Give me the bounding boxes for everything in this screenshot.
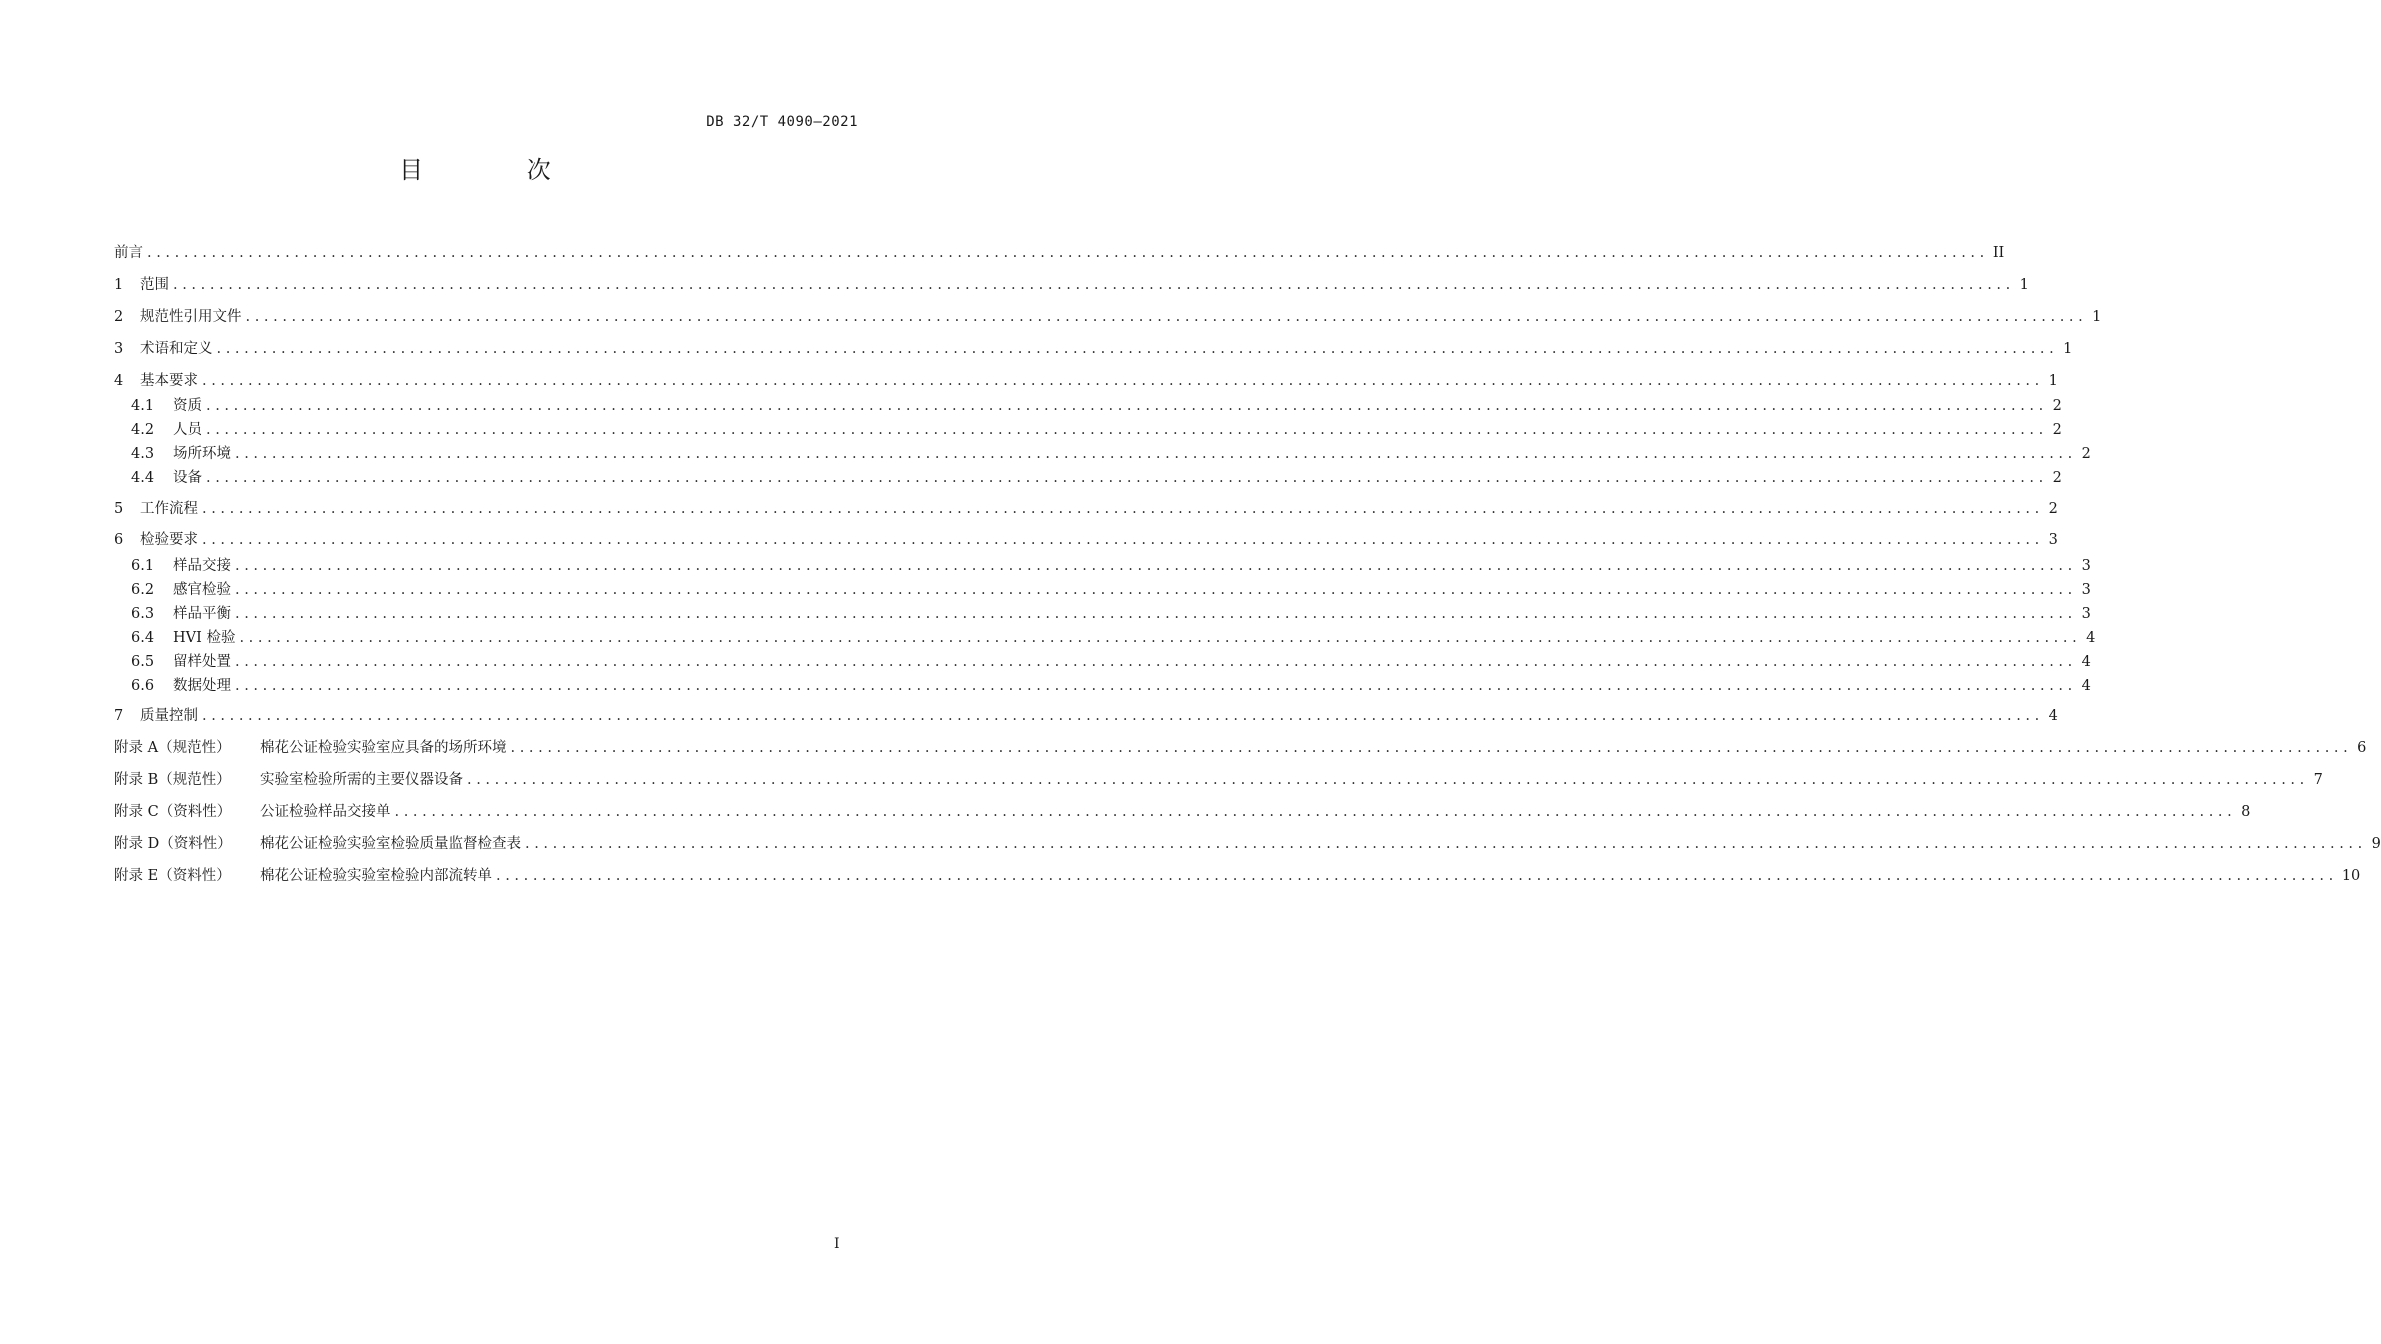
toc-entry-label: 人员	[173, 422, 202, 438]
toc-entry-number: 4.2	[131, 422, 155, 438]
toc-entry-label: 棉花公证检验实验室检验质量监督检查表	[260, 836, 521, 852]
toc-entry-page: 3	[2048, 532, 2058, 548]
toc-entry-label: 设备	[173, 470, 202, 486]
toc-entry-number: 4	[114, 373, 124, 389]
toc-entry-number: 6.1	[131, 558, 155, 574]
toc-leader-dots: ........................................................................................................................................................................................................	[206, 422, 2048, 438]
toc-leader-dots: ........................................................................................................................................................................................................	[202, 501, 2044, 517]
toc-entry[interactable]	[131, 418, 2062, 440]
toc-entry-page: 6	[2357, 740, 2367, 756]
toc-entry[interactable]	[114, 736, 2367, 758]
toc-entry-number: 6.6	[131, 678, 155, 694]
toc-entry-label: 数据处理	[173, 678, 231, 694]
toc-entry-page: 4	[2086, 630, 2096, 646]
toc-entry-label: 工作流程	[140, 501, 198, 517]
toc-entry-page: 1	[2092, 309, 2102, 325]
toc-entry-label: 基本要求	[140, 373, 198, 389]
toc-entry-page: 4	[2081, 678, 2091, 694]
toc-leader-dots: ........................................................................................................................................................................................................	[510, 740, 2353, 756]
toc-entry-number: 6.3	[131, 606, 155, 622]
toc-entry-label: 棉花公证检验实验室应具备的场所环境	[260, 740, 507, 756]
toc-entry-page: 8	[2241, 804, 2251, 820]
toc-leader-dots: ........................................................................................................................................................................................................	[467, 772, 2309, 788]
toc-entry-page: 3	[2081, 606, 2091, 622]
toc-leader-dots: ........................................................................................................................................................................................................	[525, 836, 2367, 852]
toc-entry-number: 附录 E（资料性）	[114, 868, 231, 884]
toc-entry-page: 2	[2048, 501, 2058, 517]
toc-entry-label: 场所环境	[173, 446, 231, 462]
toc-leader-dots: ........................................................................................................................................................................................................	[245, 309, 2088, 325]
toc-leader-dots: ........................................................................................................................................................................................................	[394, 804, 2237, 820]
toc-entry[interactable]	[114, 241, 2005, 263]
toc-entry-label: 棉花公证检验实验室检验内部流转单	[260, 868, 492, 884]
toc-entry-page: 10	[2341, 868, 2361, 884]
toc-entry-label: 公证检验样品交接单	[260, 804, 391, 820]
toc-leader-dots: ........................................................................................................................................................................................................	[496, 868, 2338, 884]
toc-entry-label: 规范性引用文件	[140, 309, 242, 325]
toc-entry-page: 2	[2052, 470, 2062, 486]
toc-entry-number: 附录 C（资料性）	[114, 804, 232, 820]
toc-entry-page: 3	[2081, 582, 2091, 598]
toc-entry-number: 6.5	[131, 654, 155, 670]
toc-entry[interactable]	[114, 864, 2361, 886]
toc-entry-page: 4	[2048, 708, 2058, 724]
toc-entry[interactable]	[114, 273, 2029, 295]
toc-entry-label: 实验室检验所需的主要仪器设备	[260, 772, 463, 788]
toc-entry-number: 4.1	[131, 398, 155, 414]
toc-leader-dots: ........................................................................................................................................................................................................	[202, 532, 2044, 548]
toc-entry-number: 1	[114, 277, 124, 293]
toc-entry-label: 术语和定义	[140, 341, 213, 357]
toc-entry-label: 前言	[114, 245, 143, 261]
toc-entry-page: 1	[2019, 277, 2029, 293]
toc-entry-page: 1	[2063, 341, 2073, 357]
toc-entry-label: 样品平衡	[173, 606, 231, 622]
toc-entry-page: 3	[2081, 558, 2091, 574]
toc-leader-dots: ........................................................................................................................................................................................................	[235, 558, 2077, 574]
toc-leader-dots: ........................................................................................................................................................................................................	[206, 398, 2048, 414]
toc-entry-number: 附录 B（规范性）	[114, 772, 231, 788]
toc-entry-label: 资质	[173, 398, 202, 414]
toc-entry-label: 感官检验	[173, 582, 231, 598]
toc-leader-dots: ........................................................................................................................................................................................................	[235, 582, 2077, 598]
toc-entry[interactable]	[114, 800, 2251, 822]
toc-leader-dots: ........................................................................................................................................................................................................	[235, 606, 2077, 622]
toc-leader-dots: ........................................................................................................................................................................................................	[202, 373, 2044, 389]
toc-entry[interactable]	[131, 442, 2091, 464]
page-number: I	[834, 1236, 840, 1252]
toc-entry-number: 2	[114, 309, 124, 325]
toc-entry[interactable]	[131, 554, 2091, 576]
toc-entry-number: 附录 D（资料性）	[114, 836, 232, 852]
toc-entry-label: 样品交接	[173, 558, 231, 574]
toc-entry-label: 范围	[140, 277, 169, 293]
toc-leader-dots: ........................................................................................................................................................................................................	[147, 245, 1989, 261]
toc-entry-label: 质量控制	[140, 708, 198, 724]
toc-entry[interactable]	[131, 674, 2091, 696]
toc-entry-label: 检验要求	[140, 532, 198, 548]
toc-entry[interactable]	[131, 602, 2091, 624]
toc-entry-number: 6	[114, 532, 124, 548]
toc-entry-number: 4.3	[131, 446, 155, 462]
toc-entry-page: 4	[2081, 654, 2091, 670]
toc-entry-number: 5	[114, 501, 124, 517]
toc-entry[interactable]	[114, 497, 2058, 519]
toc-entry-number: 7	[114, 708, 124, 724]
toc-entry-page: 2	[2081, 446, 2091, 462]
toc-entry-number: 4.4	[131, 470, 155, 486]
toc-leader-dots: ........................................................................................................................................................................................................	[206, 470, 2048, 486]
toc-entry[interactable]	[131, 394, 2062, 416]
toc-entry[interactable]	[114, 704, 2058, 726]
toc-leader-dots: ........................................................................................................................................................................................................	[239, 630, 2082, 646]
toc-entry-page: 1	[2048, 373, 2058, 389]
toc-entry-page: II	[1992, 245, 2005, 261]
toc-entry[interactable]	[114, 337, 2073, 359]
toc-entry[interactable]	[114, 768, 2323, 790]
toc-leader-dots: ........................................................................................................................................................................................................	[202, 708, 2044, 724]
toc-entry-page: 2	[2052, 422, 2062, 438]
toc-leader-dots: ........................................................................................................................................................................................................	[235, 446, 2077, 462]
toc-entry-number: 6.4	[131, 630, 155, 646]
toc-leader-dots: ........................................................................................................................................................................................................	[235, 678, 2077, 694]
toc-entry-page: 9	[2371, 836, 2381, 852]
toc-entry-number: 6.2	[131, 582, 155, 598]
toc-leader-dots: ........................................................................................................................................................................................................	[173, 277, 2015, 293]
toc-entry[interactable]	[131, 650, 2091, 672]
toc-entry-label: 留样处置	[173, 654, 231, 670]
toc-entry-number: 3	[114, 341, 124, 357]
toc-entry[interactable]	[131, 626, 2096, 648]
toc-entry[interactable]	[131, 466, 2062, 488]
toc-entry[interactable]	[114, 369, 2058, 391]
toc-entry-label: HVI 检验	[173, 630, 236, 646]
toc-leader-dots: ........................................................................................................................................................................................................	[235, 654, 2077, 670]
toc-entry-page: 2	[2052, 398, 2062, 414]
toc-entry[interactable]	[114, 528, 2058, 550]
toc-leader-dots: ........................................................................................................................................................................................................	[216, 341, 2059, 357]
page-title: 目 次	[399, 156, 599, 184]
document-code: DB 32/T 4090—2021	[706, 114, 858, 130]
toc-entry[interactable]	[131, 578, 2091, 600]
toc-entry[interactable]	[114, 305, 2102, 327]
toc-entry[interactable]	[114, 832, 2381, 854]
toc-entry-page: 7	[2313, 772, 2323, 788]
toc-entry-number: 附录 A（规范性）	[114, 740, 231, 756]
